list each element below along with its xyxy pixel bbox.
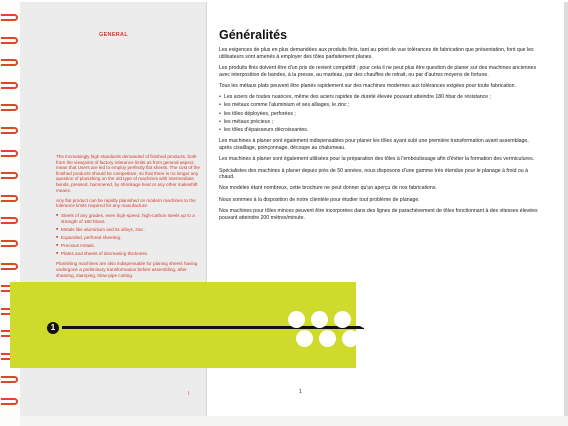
left-paragraph: The increasingly high standards demanded of finished products, both from the viewpoint of factory tolerance limits as from general aspect, mean that Users are led to employ perfectly flat sheets. The cost of the finished products should be competitive, so that there is no longer any question of planishing on the old type of machines with intermediate bends, pressed, hammered, by shrinkage heat or any other makeshift means. — [56, 154, 200, 193]
right-paragraph: Les exigences de plus en plus demandées aux produits finis, tant au point de vue tolérances de fabrication que présentation, font que les utilisateurs sont amenés à employer des tôles parfaitement planes. — [219, 47, 534, 60]
lower-roller — [342, 330, 359, 347]
roller-diagram-band — [10, 282, 356, 368]
right-page-number: 1 — [299, 389, 302, 395]
spiral-ring — [1, 37, 18, 44]
left-bullet-item: ■ Precious metals. — [56, 243, 206, 249]
spiral-ring — [1, 172, 18, 179]
right-bullet-item: • les tôles d'épaisseurs décroissantes. — [219, 127, 539, 134]
spiral-ring — [1, 59, 18, 66]
left-bullet-list — [56, 213, 206, 257]
spiral-ring — [1, 82, 18, 89]
spiral-ring — [1, 376, 18, 383]
lower-roller — [365, 330, 382, 347]
lower-roller — [457, 330, 474, 347]
lower-roller — [319, 330, 336, 347]
right-page-body — [219, 47, 539, 226]
left-page-number: I — [188, 391, 190, 397]
spiral-ring — [1, 398, 18, 405]
right-paragraph: Les produits finis doivent être d'un prix de revient compétitif ; pour cela il ne peut plus être question de planer sur des machines anciennes avec interposition de bandes, à la presse, au marteau, par des chauffes de retrait, ou par d'autres moyens de fortune. — [219, 64, 537, 78]
right-paragraph: Les machines à planer sont également utilisées pour la préparation des tôles à l'emboutissage afin d'éviter la formation des vermiculures. — [219, 156, 535, 163]
upper-roller — [288, 311, 305, 328]
spiral-ring — [1, 240, 18, 247]
page-title: Généralités — [219, 28, 288, 42]
page-bottom-edge — [20, 416, 568, 426]
spiral-ring — [1, 195, 18, 202]
spiral-ring — [1, 127, 18, 134]
right-paragraph: Nos modèles étant nombreux, cette brochure ne peut donner qu'un aperçu de nos fabrications. — [219, 185, 437, 192]
right-bullet-item: • les métaux comme l'aluminium et ses alliages, le zinc ; — [219, 102, 539, 109]
right-paragraph: Les machines à planer sont également indispensables pour planer les tôles ayant subi une première transformation avant assemblage, après cisaillage, poinçonnage, découpe au chalumeau. — [219, 138, 529, 152]
upper-roller — [357, 311, 374, 328]
upper-roller — [380, 311, 397, 328]
upper-roller — [449, 311, 466, 328]
left-page-heading: GENERAL — [99, 32, 128, 38]
lower-roller — [388, 330, 405, 347]
spiral-ring — [1, 150, 18, 157]
page-edge — [564, 2, 568, 418]
lower-roller — [434, 330, 451, 347]
left-bullet-item: ■ Steels of any grades, even high-speed, high-carbon steels up to a strength of 180 hbars. — [56, 213, 206, 224]
lower-roller — [296, 330, 313, 347]
right-bullet-item: • Les aciers de toutes nuances, même des aciers rapides de dureté élevée pouvant atteindre 180 hbar de résistance ; — [219, 94, 539, 101]
left-paragraph: Planishing machines are also indispensable for planing sheets having undergone a preliminary transformation before assembling, after shearing, stamping, blow-pipe cutting. — [56, 261, 198, 278]
spiral-ring — [1, 263, 18, 270]
left-bullet-item: ■ Metals like aluminium and its alloys, zinc. — [56, 227, 206, 233]
left-paragraph: Any flat product can be rapidly planished on modern machines to the tolerance limits required for any manufacture. — [56, 197, 196, 209]
spiral-ring — [1, 104, 18, 111]
diagram-number-badge: 1 — [47, 322, 59, 334]
right-bullet-item: • les tôles déployées, perforées ; — [219, 111, 539, 118]
spiral-ring — [1, 14, 18, 21]
upper-roller — [311, 311, 328, 328]
right-paragraph: Spécialistes des machines à planer depuis près de 50 années, nous disposons d'une gamme très étendue pour le planage à froid ou à chaud. — [219, 167, 528, 181]
upper-roller — [334, 311, 351, 328]
left-bullet-item: ■ Plates and sheets of decreasing thickness. — [56, 251, 206, 257]
right-paragraph: Nos machines pour tôles minces peuvent être incorporées dans des lignes de parachèvement de tôles fonctionnant à des vitesses élevées pouvant atteindre 200 mètres/minute. — [219, 207, 538, 221]
right-paragraph: Nous sommes à la disposition de notre clientèle pour étudier tout problème de planage. — [219, 196, 420, 203]
right-paragraph: Tous les métaux plats peuvent être planés rapidement sur des machines modernes aux tolérances exigées pour toute fabrication. — [219, 82, 517, 89]
right-bullet-item: • les métaux précieux ; — [219, 119, 539, 126]
upper-roller — [403, 311, 420, 328]
upper-roller — [426, 311, 443, 328]
left-bullet-item: ■ Expanded, perfored sheeting. — [56, 235, 206, 241]
right-bullet-list — [219, 94, 539, 134]
spiral-ring — [1, 217, 18, 224]
lower-roller — [411, 330, 428, 347]
